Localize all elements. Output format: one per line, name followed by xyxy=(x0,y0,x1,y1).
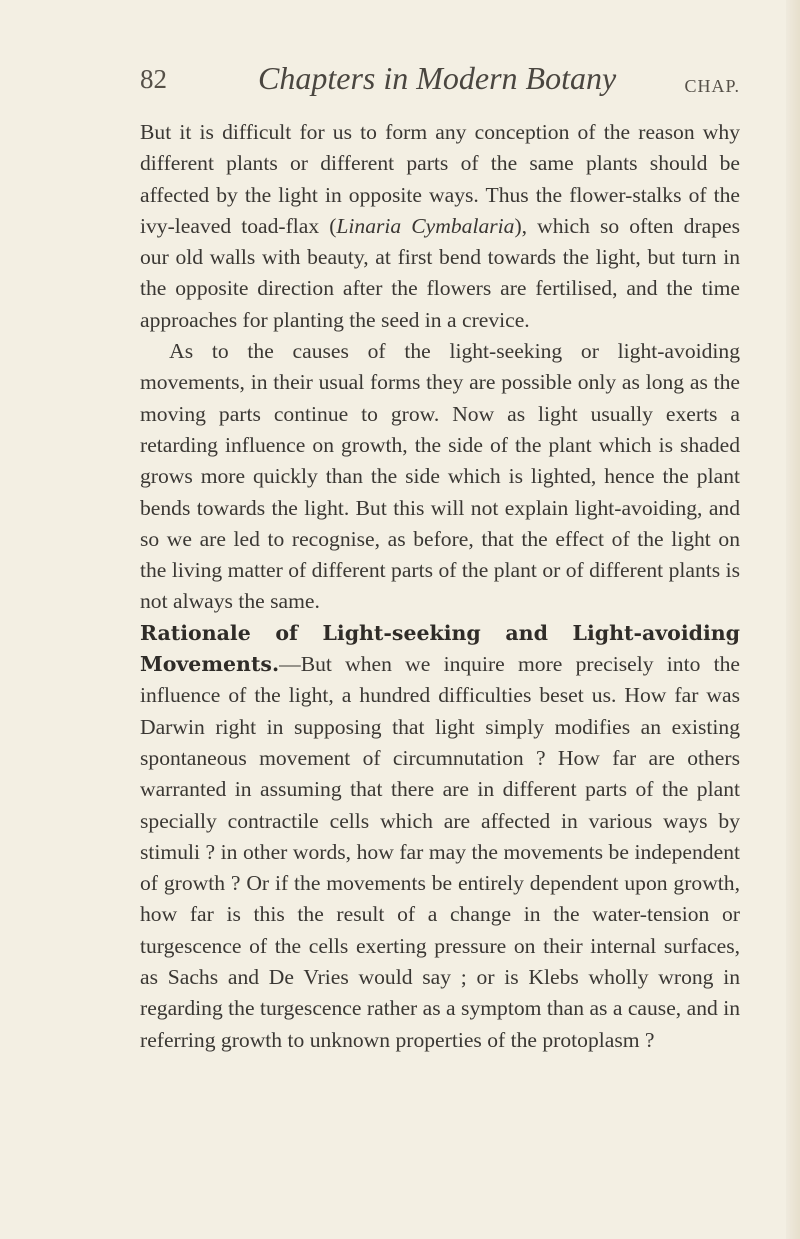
paragraph-2: As to the causes of the light-seeking or light-avoiding movements, in their usual forms they are possible only as long as the moving parts continue to grow. Now as light usually exerts a retarding influence on growth, the side of the plant which is shaded grows more quickly than the side which is lighted, hence the plant bends towards the light. But this will not explain light-avoiding, and so we are led to recognise, as before, that the effect of the light on the living matter of different parts of the plant or of different plants is not always the same. xyxy=(140,339,740,614)
paragraph-1-text-a: But it is difficult for us to form any conception of the reason why different plants or different parts of the same plants should be affected by the light in opposite ways. Thus the flower-stalks of the ivy-leaved toad-flax ( xyxy=(140,120,740,238)
paragraph-3 xyxy=(140,618,740,1056)
running-head xyxy=(140,60,740,100)
paragraph-1 xyxy=(140,117,740,336)
page-edge xyxy=(786,0,800,1239)
paragraph-3-text: —But when we inquire more precisely into the influence of the light, a hundred difficulties beset us. How far was Darwin right in supposing that light simply modifies an existing spontaneous movement of circumnutation ? How far are others warranted in assuming that there are in different parts of the plant specially contractile cells which are affected in various ways by stimuli ? in other words, how far may the movements be independent of growth ? Or if the movements be entirely dependent upon growth, how far is this the result of a change in the water-tension or turgescence of the cells exerting pressure on their internal surfaces, as Sachs and De Vries would say ; or is Klebs wholly wrong in regarding the turgescence rather as a symptom than as a cause, and in referring growth to unknown properties of the protoplasm ? xyxy=(140,652,740,1052)
page-number: 82 xyxy=(140,64,167,94)
running-title: Chapters in Modern Botany xyxy=(258,60,617,96)
latin-name: Linaria Cymbalaria xyxy=(336,213,515,238)
body-text xyxy=(140,117,740,1056)
chapter-abbrev: CHAP. xyxy=(684,76,740,96)
section-heading: Rationale of Light-seeking and Light-avoiding Movements. xyxy=(140,620,740,677)
paragraph-1-text-b: ), which so often drapes our old walls with beauty, at first bend towards the light, but turn in the opposite direction after the flowers are fertilised, and the time approaches for planting the seed in a crevice. xyxy=(140,213,741,332)
